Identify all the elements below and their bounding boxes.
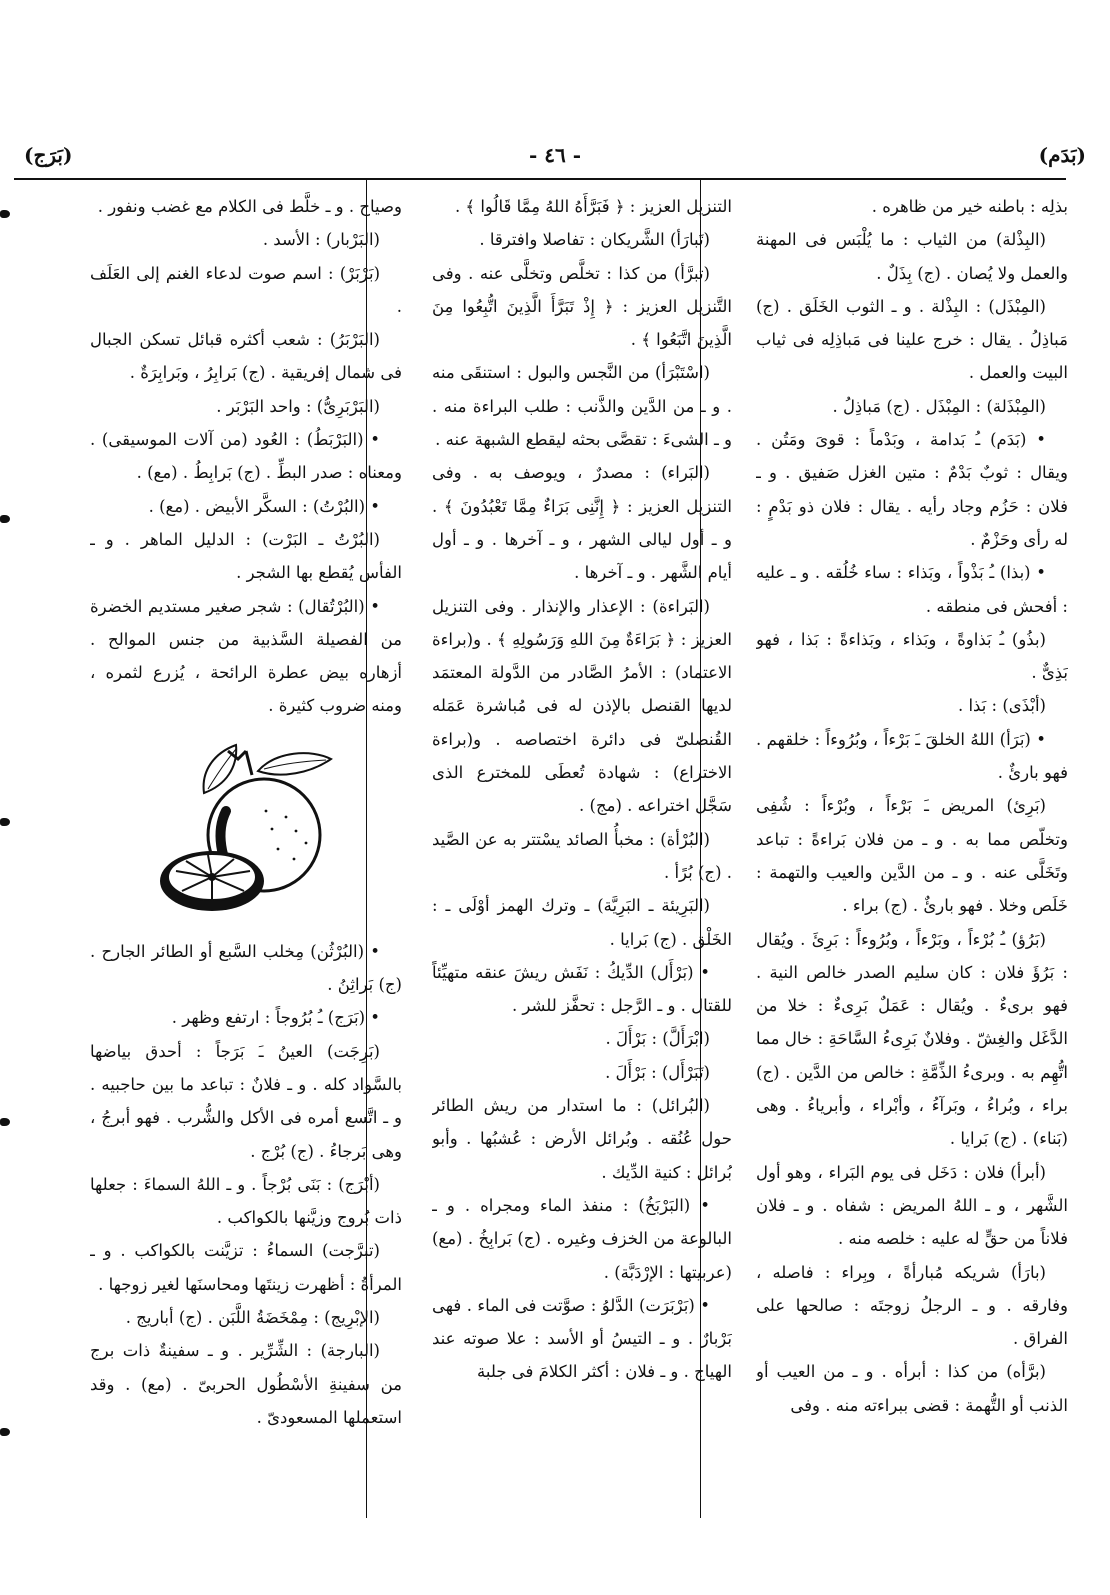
entry-paragraph: (البَراء) : مصدرٌ ، ويوصف به . وفى التنزيل العزيز : ﴿ إِنَّنِى بَرَاءٌ مِمَّا تَعْبُدُونَ ﴾ . و ـ أول ليالى الشهر ، و ـ آخرها . و ـ أول أيام الشَّهر . و ـ آخرها . bbox=[432, 463, 732, 583]
entry-paragraph: • (بَرَأ) اللهُ الخلقَ ـَ بَرْءاً ، وبُرُوءاً : خلقهم . فهو بارئٌ . bbox=[756, 729, 1068, 783]
header-left-entry-word: (بَرَج) bbox=[24, 143, 73, 167]
margin-mark bbox=[0, 210, 10, 218]
entry-paragraph: • (البَرْبَخُ) : منفذ الماء ومجراه . و ـ البالوعة من الخزف وغيره . (ج) بَرابِخُ . (مع) (عربيتها : الإرْدَبَّة) . bbox=[432, 1195, 732, 1282]
entry-paragraph: • (بَرَج) ـُ بُرُوجاً : ارتفع وظهر . bbox=[171, 1008, 380, 1028]
header-right-entry-word: (بَدَم) bbox=[1038, 143, 1086, 167]
entry-paragraph: (بَرْبَرْ) : اسم صوت لدعاء الغنم إلى العَلَف . bbox=[90, 263, 402, 316]
entry-paragraph: • (البَرْبَطُ) : العُود (من آلات الموسيقى) . ومعناه : صدر البطِّ . (ج) بَرابِطُ . (مع) . bbox=[90, 430, 402, 483]
column-left bbox=[90, 190, 402, 1520]
entry-paragraph: (بَرُؤ) ـُ بُرْءاً ، وبَرْءاً ، وبُرُوءاً : بَرِئَ . ويُقال : بَرُؤَ فلان : كان سليم الصدر خالص النية . فهو برىءٌ . ويُقال : عَمَلٌ بَرِىءٌ : خلا من الدَّغَل والغِشّ . وفلانٌ بَرِىءُ السَّاحَةِ : خال مما اتُّهِم به . وبرىءُ الذِّمَّةِ : خالص من الدَّين . (ج) براء ، وبُراءُ ، وبَرآءُ ، وأبْراء ، وأبرياءُ . وهى (بَناء) . (ج) بَرايا . bbox=[756, 929, 1068, 1149]
entry-paragraph: (البَرْبَرُ) : شعب أكثره قبائل تسكن الجبال فى شمال إفريقية . (ج) بَرابِرُ ، وبَرابِرَةٌ . bbox=[90, 330, 402, 383]
entry-paragraph: (البارجة) : الشِّرِّير . و ـ سفينةٌ ذات برج من سفينةِ الأسْطُول الحربىّ . (مع) . وقد استعملها المسعودىّ . bbox=[90, 1341, 402, 1427]
entry-paragraph: (البَرِيئة ـ البَرِيَّة) ـ وترك الهمز أوْلَى ـ : الخَلْق . (ج) بَرايا . bbox=[432, 896, 732, 949]
orange-illustration bbox=[146, 731, 346, 931]
page-header bbox=[24, 143, 1086, 177]
entry-paragraph: (تبرَّأ) من كذا : تخلَّص وتخلَّى عنه . وفى التَّنزيل العزيز : ﴿ إِذْ تَبَرَّأَ الَّذِينَ اتُّبِعُوا مِنَ الَّذِينَ اتَّبَعُوا ﴾ . bbox=[432, 263, 732, 350]
entry-paragraph: (البَرْبَرِىُّ) : واحد البَرْبَر . bbox=[216, 396, 380, 416]
entry-paragraph: (تَبارَأ) الشَّريكان : تفاصلا وافترقا . bbox=[479, 230, 710, 250]
entry-paragraph: (تَبَرْأَل) : بَرْأَلَ . bbox=[605, 1062, 710, 1082]
entry-paragraph: (المِبْذَلة) : المِبْذَل . (ج) مَباذِلُ . bbox=[832, 396, 1046, 416]
entry-paragraph: (ابْرَأَلَّ) : بَرْأَلَ . bbox=[605, 1029, 710, 1049]
entry-paragraph: (برَّأه) من كذا : أبرأه . و ـ من العيب أو الذنب أو التُّهمة : قضى ببراءته منه . وفى bbox=[756, 1362, 1068, 1415]
entry-paragraph: (أبْرَج) : بَنَى بُرْجاً . و ـ اللهُ السماءَ : جعلها ذات بُروج وزيَّنها بالكواكب . bbox=[90, 1174, 402, 1228]
entry-paragraph: (البَرْبار) : الأسد . bbox=[262, 230, 380, 250]
page-number: - ٤٦ - bbox=[528, 143, 582, 167]
column-middle bbox=[432, 190, 732, 1520]
entry-paragraph: • (البُرْتُقال) : شجر صغير مستديم الخضرة من الفصيلة السَّذبية من جنس الموالح . أزهاره بيض عطرة الرائحة ، يُزرع لثمره ، ومنه ضروب كثيرة . bbox=[90, 596, 402, 716]
entry-paragraph: (البُرْأة) : مخبأُ الصائد يسْتتر به عن الصَّيد . (ج) بُرًأ . bbox=[432, 829, 732, 882]
entry-paragraph: (تبرَّجت) السماءُ : تزيَّنت بالكواكب . و ـ المرأةُ : أظهرت زينتَها ومحاسنَها لغير زوجها . bbox=[90, 1241, 402, 1294]
margin-mark bbox=[0, 1428, 10, 1436]
entry-paragraph: (بارَأ) شريكه مُبارأةً ، وبِراء : فاصله ، وفارقه . و ـ الرجلُ زوجتَه : صالحها على الفراق . bbox=[756, 1262, 1068, 1349]
entry-paragraph: • (بَرْبَرَت) الدَّلوُ : صوَّتت فى الماء . فهى بَرْبارٌ . و ـ التيسُ أو الأسد : علا صوته عند الهياج . و ـ فلان : أكثر الكلامَ فى جلبة bbox=[432, 1295, 732, 1382]
column-right bbox=[756, 190, 1068, 1520]
entry-paragraph: بذلِه : باطنه خير من ظاهره . bbox=[871, 197, 1068, 216]
entry-paragraph: (البِذْلة) من الثياب : ما يُلْبَس فى المهنة والعمل ولا يُصان . (ج) بِذَلٌ . bbox=[756, 230, 1068, 283]
margin-mark bbox=[0, 515, 10, 523]
entry-paragraph: (أبرأ) فلان : دَخَل فى يوم البَراء ، وهو أول الشَّهر ، و ـ اللهُ المريض : شفاه . و ـ فلان فلاناً من حقٍّ له عليه : خلصه منه . bbox=[756, 1162, 1068, 1249]
entry-paragraph: التنزيل العزيز : ﴿ فَبَرَّأَهُ اللهُ مِمَّا قَالُوا ﴾ . bbox=[454, 197, 732, 216]
header-rule bbox=[14, 178, 1066, 180]
entry-paragraph: (أبْذَى) : بَذا . bbox=[957, 696, 1046, 716]
entry-paragraph: وصياح . و ـ خلَّط فى الكلام مع غضب ونفور . bbox=[97, 197, 402, 216]
entry-paragraph: (الإبْرِيج) : مِمْخَضَةُ اللَّبَن . (ج) أباريج . bbox=[125, 1308, 380, 1328]
margin-mark bbox=[0, 818, 10, 826]
entry-paragraph: • (بَرْأَل) الدِّيكُ : نَفَش ريشَ عنقه متهيِّئاً للقتال . و ـ الرَّجل : تحفَّز للشر . bbox=[432, 962, 732, 1016]
margin-mark bbox=[0, 1118, 10, 1126]
entry-paragraph: (بَرِجَت) العينُ ـَ بَرَجاً : أحدق بياضها بالسَّواد كله . و ـ فلانٌ : تباعد ما بين حاجبيه . و ـ اتَّسع أمره فى الأكل والشُّرب . فهو أبرجُ ، وهى بَرجاءُ . (ج) بُرْج . bbox=[90, 1041, 402, 1161]
entry-paragraph: (بَرِئ) المريض ـَ بَرْءاً ، وبُرْءاً : شُفِى وتخلّص مما به . و ـ من فلان بَراءةً : تباعد وتَخَلَّى عنه . و ـ من الدَّين والعيب والتهمة : خَلَص وخلا . فهو بارئٌ . (ج) براء . bbox=[756, 796, 1068, 916]
entry-paragraph: (البَراءة) : الإعذار والإنذار . وفى التنزيل العزيز : ﴿ بَرَاءَةٌ مِنَ اللهِ وَرَسُولِهِ ﴾ . و(براءة الاعتماد) : الأمرُ الصَّادر من الدَّولة المعتمَد لديها القنصل بالإذن له فى مُباشرة عَمَله القُنصلىّ فى دائرة اختصاصه . و(براءة الاختراع) : شهادة تُعطَى للمخترع الذى سَجَّل اختراعه . (مج) . bbox=[432, 596, 732, 816]
entry-paragraph: (اسْتَبْرَأ) من النَّجس والبول : استنقَى منه . و ـ من الدَّين والذَّنب : طلب البراءة منه . و ـ الشىءَ : تقصَّى بحثه ليقطع الشبهة عنه . bbox=[432, 363, 732, 450]
entry-paragraph: • (بذا) ـُ بَذْواً ، وبَذاء : ساء خُلُقه . و ـ عليه : أفحش فى منطقه . bbox=[756, 563, 1068, 616]
entry-paragraph: (البُرائل) : ما استدار من ريش الطائر حول عُنُقه . وبُرائل الأرض : عُشبُها . وأبو بُرائل : كنية الدِّيك . bbox=[432, 1096, 732, 1182]
entry-paragraph: • (بَدَم) ـُ بَدامة ، وبَدْماً : قوىَ ومَتُن . ويقال : ثوبٌ بَدْمٌ : متين الغزل صَفيق . و ـ فلان : حَزُم وجاد رأيه . يقال : فلان ذو بَدْمٍ : له رأى وحَزْمٌ . bbox=[756, 430, 1068, 549]
entry-paragraph: • (البُرْتُ) : السكَّر الأبيض . (مع) . bbox=[148, 496, 380, 516]
entry-paragraph: (البُرْتُ ـ البَرْت) : الدليل الماهر . و ـ الفأس يُقطع بها الشجر . bbox=[90, 529, 402, 583]
entry-paragraph: • (البُرْثُن) مِخلب السَّبع أو الطائر الجارح . (ج) بَراثِنُ . bbox=[90, 941, 402, 995]
entry-paragraph: (المِبْذَل) : البِذْلة . و ـ الثوب الخَلَق . (ج) مَباذِلُ . يقال : خرج علينا فى مَباذِلِه فى ثياب البيت والعمل . bbox=[756, 296, 1068, 383]
entry-paragraph: (بذُو) ـُ بَذاوةً ، وبَذاء ، وبَذاءةً : بَذا ، فهو بَذِىٌّ . bbox=[756, 629, 1068, 683]
